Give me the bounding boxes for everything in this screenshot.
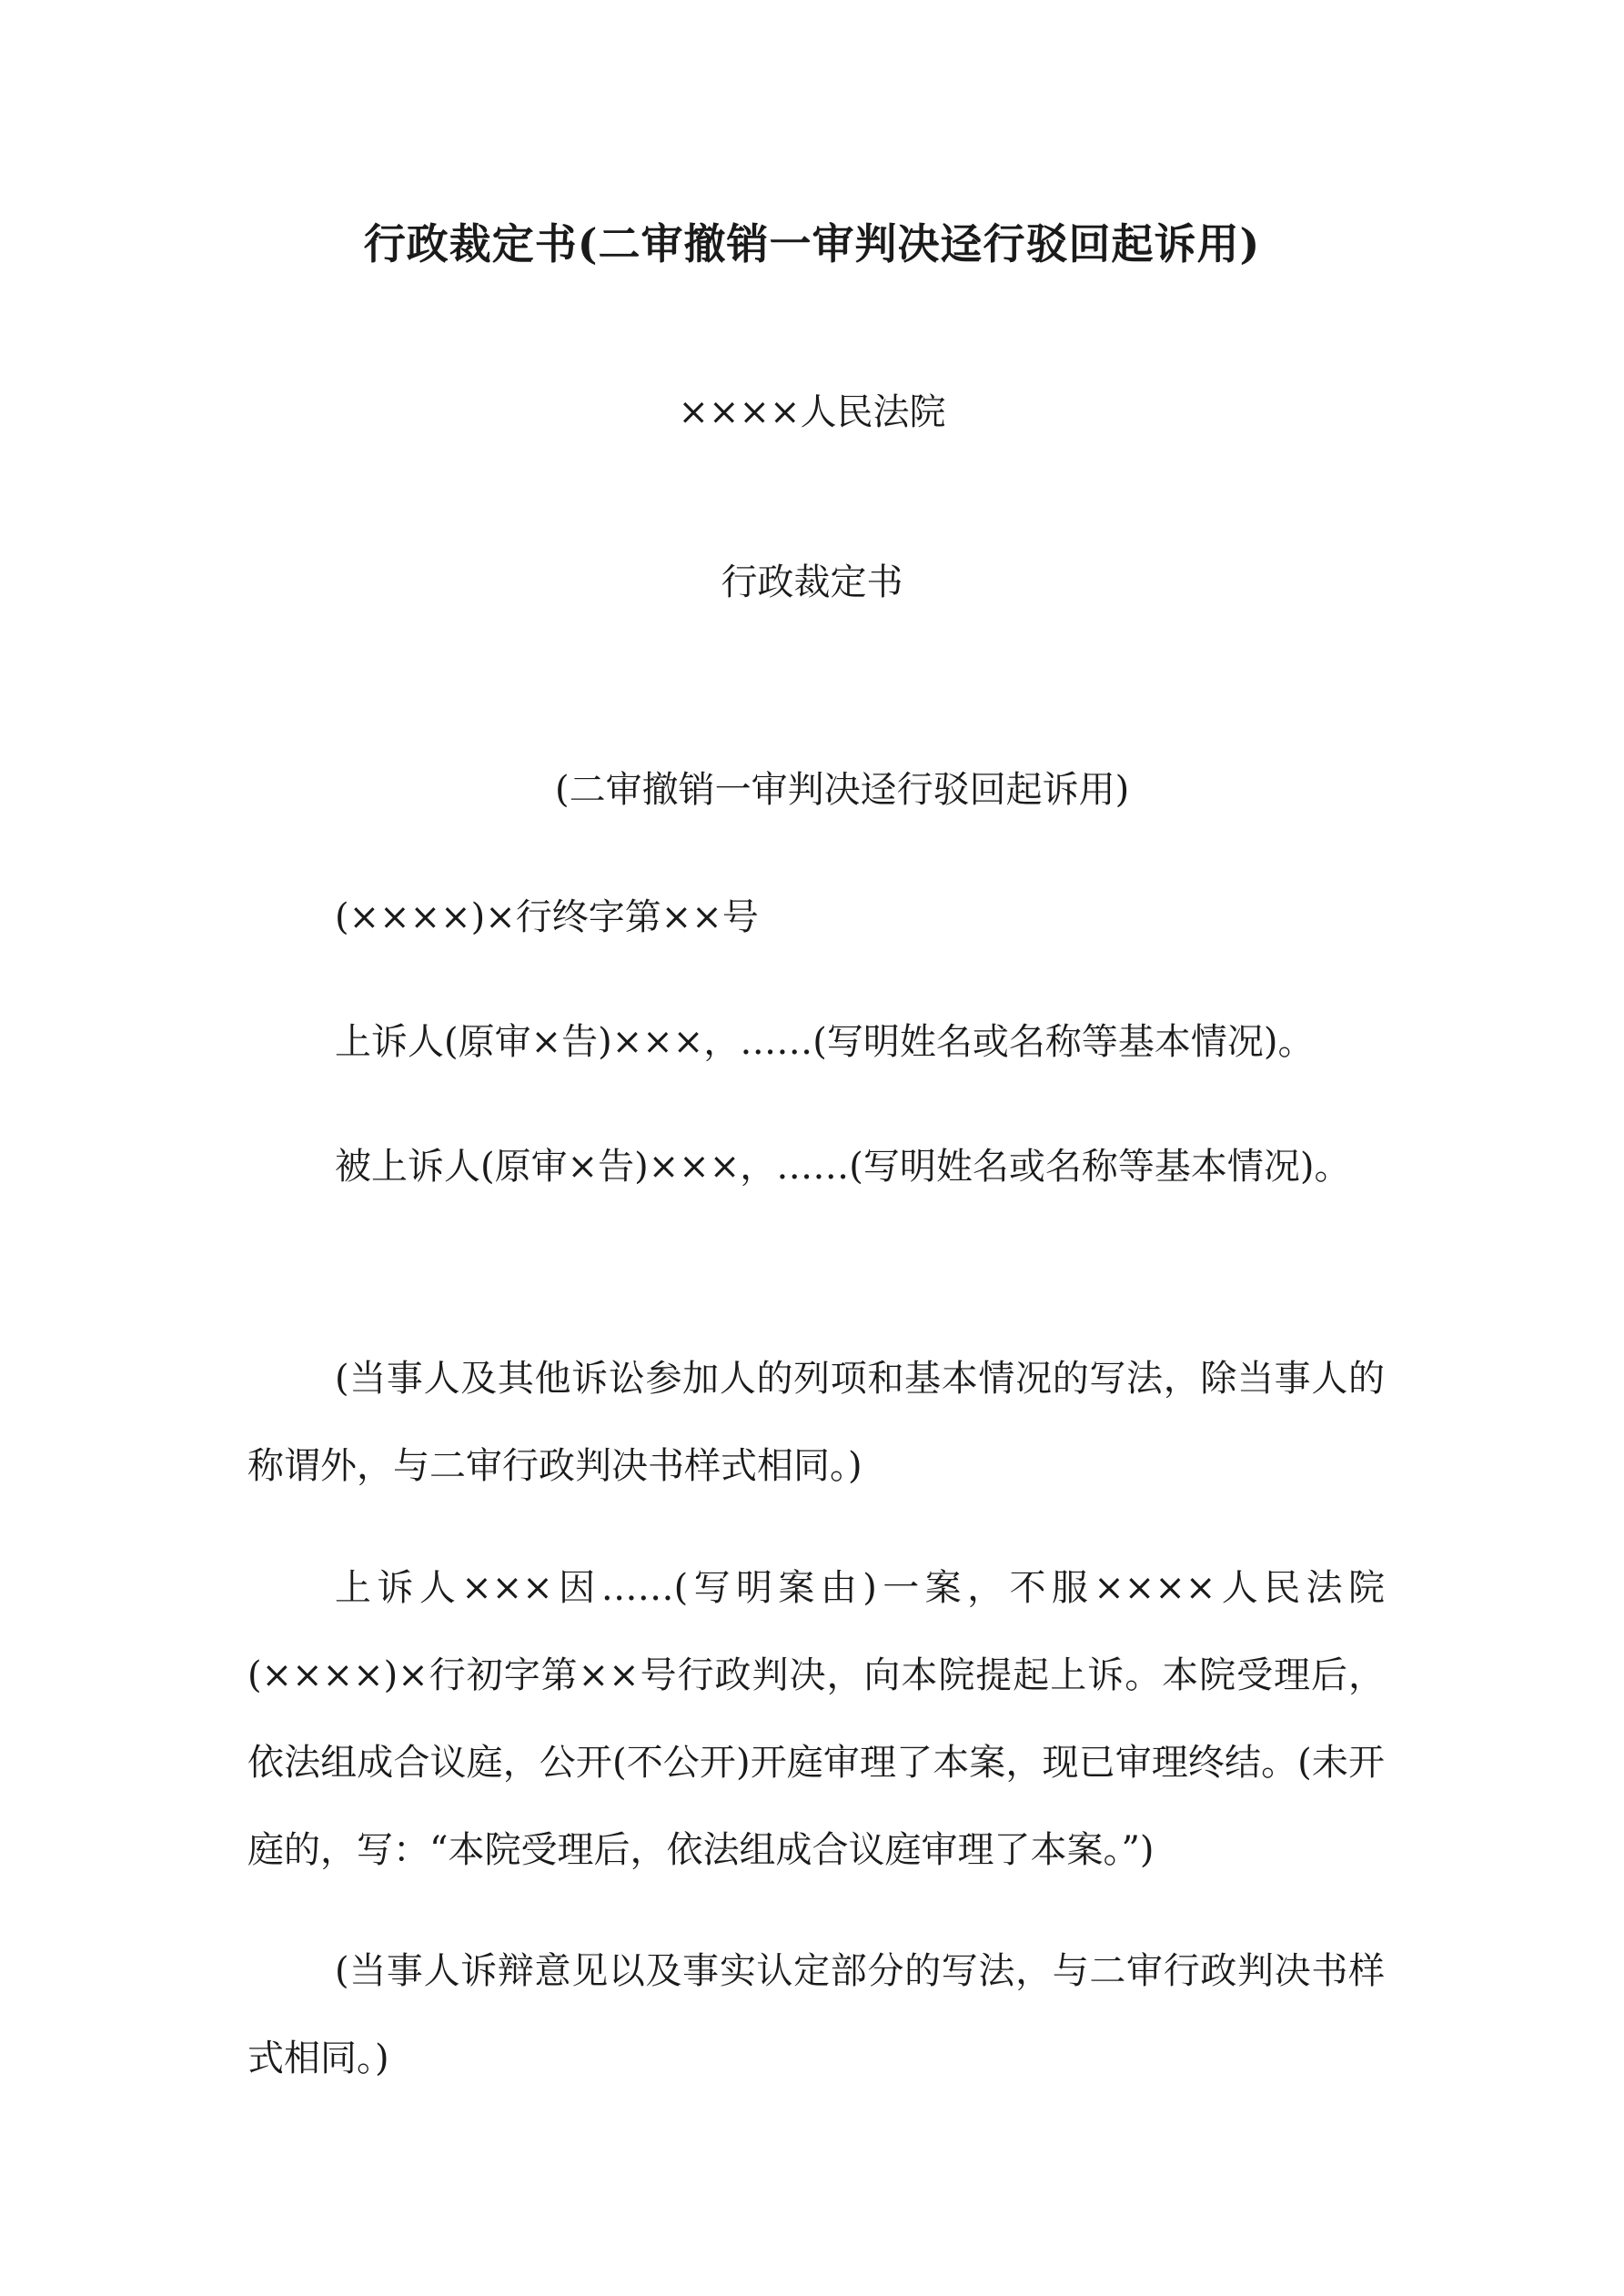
document-type: 行政裁定书	[721, 561, 903, 603]
document-subtitle: (二审撤销一审判决迳行驳回起诉用)	[555, 769, 1130, 811]
court-name: ××××人民法院	[678, 391, 946, 433]
document-title: 行政裁定书(二审撤销一审判决迳行驳回起诉用)	[363, 219, 1261, 268]
appeal-reason-paragraph: 上诉人×××因……(写明案由)一案，不服××××人民法院(××××)×行初字第××号行政判决，向本院提起上诉。本院受理后，依法组成合议庭，公开(不公开)开庭审理了本案，现已审理终结。(未开庭的，写：“本院受理后，依法组成合议庭审理了本案。”)	[247, 1567, 1385, 1871]
appellee-paragraph: 被上诉人(原审×告)×××，……(写明姓名或名称等基本情况)。	[335, 1146, 1351, 1188]
parties-note-paragraph: (当事人及其他诉讼参加人的列项和基本情况的写法，除当事人的称谓外，与二审行政判决书样式相同。)	[247, 1358, 1385, 1487]
appellant-paragraph: 上诉人(原审×告)×××，……(写明姓名或名称等基本情况)。	[335, 1021, 1315, 1063]
facts-note-paragraph: (当事人诉辩意见以及事实认定部分的写法，与二审行政判决书样式相同。)	[247, 1950, 1385, 2079]
case-number: (××××)×行终字第××号	[335, 896, 759, 938]
